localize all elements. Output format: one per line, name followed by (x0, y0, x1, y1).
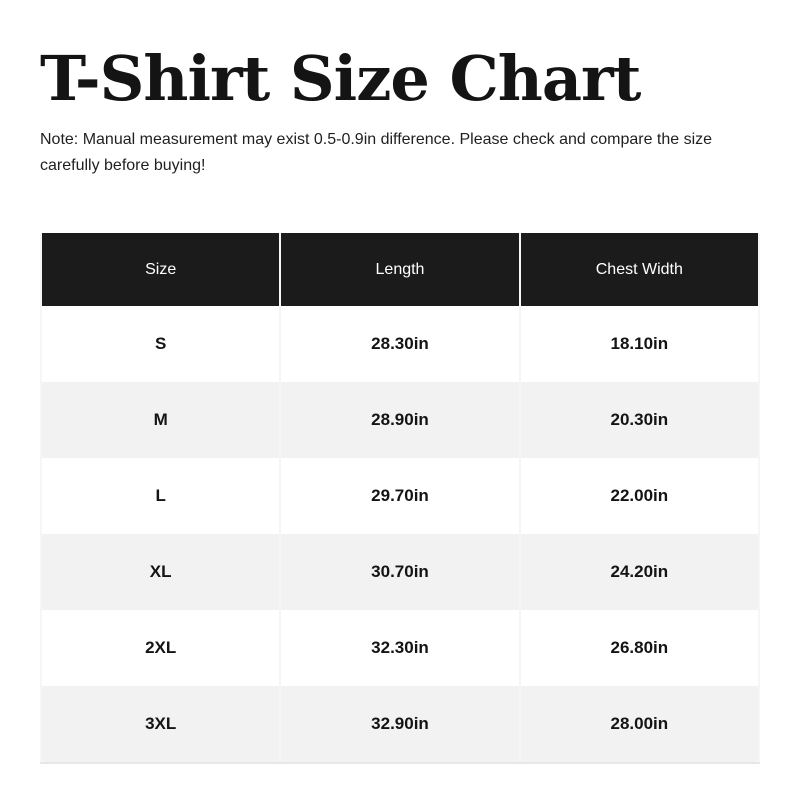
length-cell: 28.30in (281, 306, 518, 382)
size-cell: S (42, 306, 279, 382)
table-row-3xl (42, 686, 758, 762)
table-row-2xl (42, 610, 758, 686)
column-header-chest-width: Chest Width (521, 233, 758, 306)
table-row-m (42, 382, 758, 458)
page-title: T-Shirt Size Chart (40, 42, 641, 115)
chest-width-cell: 20.30in (521, 382, 758, 458)
length-cell: 29.70in (281, 458, 518, 534)
length-cell: 28.90in (281, 382, 518, 458)
size-cell: 3XL (42, 686, 279, 762)
size-cell: L (42, 458, 279, 534)
chest-width-cell: 24.20in (521, 534, 758, 610)
table-header-row (42, 233, 758, 306)
size-cell: XL (42, 534, 279, 610)
length-cell: 32.90in (281, 686, 518, 762)
measurement-note: Note: Manual measurement may exist 0.5-0.9in difference. Please check and compare the size carefully before buying! (40, 131, 713, 175)
size-cell: M (42, 382, 279, 458)
size-table (40, 233, 760, 764)
size-cell: 2XL (42, 610, 279, 686)
chest-width-cell: 28.00in (521, 686, 758, 762)
table-row-l (42, 458, 758, 534)
table-row-xl (42, 534, 758, 610)
length-cell: 30.70in (281, 534, 518, 610)
chest-width-cell: 18.10in (521, 306, 758, 382)
chest-width-cell: 22.00in (521, 458, 758, 534)
column-header-length: Length (281, 233, 518, 306)
length-cell: 32.30in (281, 610, 518, 686)
column-header-size: Size (42, 233, 279, 306)
table-row-s (42, 306, 758, 382)
chest-width-cell: 26.80in (521, 610, 758, 686)
